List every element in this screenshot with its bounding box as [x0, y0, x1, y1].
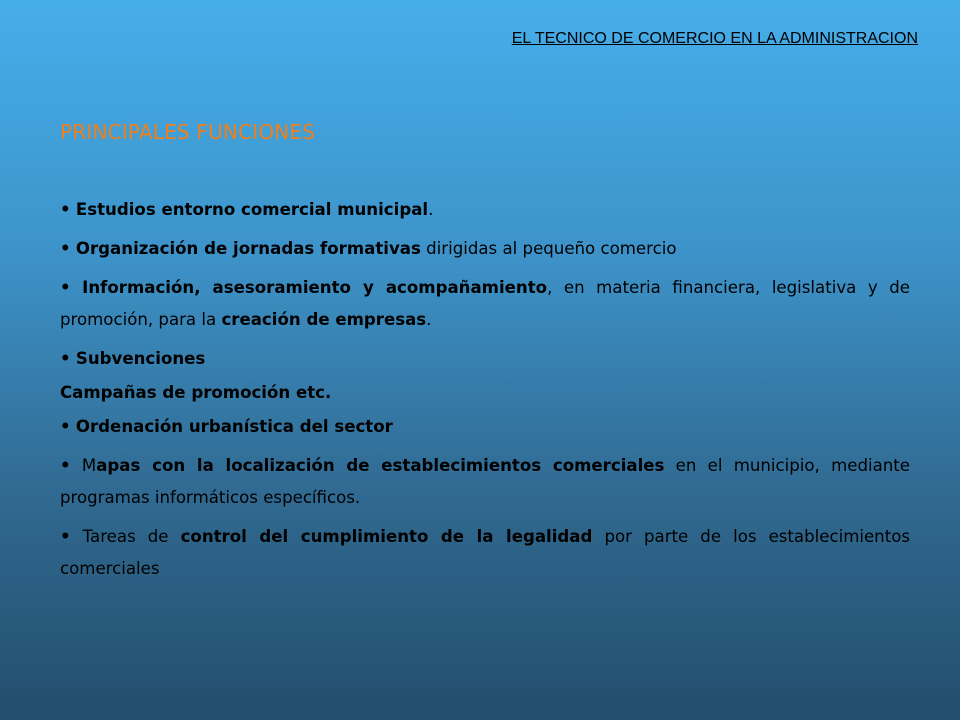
bullet: •: [60, 456, 71, 475]
item-bold-text: Información, asesoramiento y acompañamiento: [82, 278, 548, 297]
item-bold-text: Subvenciones: [75, 349, 206, 368]
item-bold-text: Organización de jornadas formativas: [75, 239, 421, 258]
bullet: •: [60, 200, 71, 219]
item-bold-text-2: creación de empresas: [221, 310, 427, 329]
item-bold-text: apas con la localización de establecimientos comerciales: [96, 456, 665, 475]
bullet: •: [60, 527, 71, 546]
list-item: [60, 521, 910, 585]
bullet: •: [60, 239, 71, 258]
item-bold-text: control del cumplimiento de la legalidad: [180, 527, 593, 546]
list-item: [60, 377, 910, 409]
list-item: [60, 450, 910, 514]
item-text-lead: Tareas de: [82, 527, 169, 546]
list-item: [60, 272, 910, 336]
item-text: .: [428, 200, 434, 219]
bullet: •: [60, 417, 71, 436]
bullet: •: [60, 349, 71, 368]
functions-list: [60, 194, 910, 592]
list-item: [60, 194, 910, 226]
item-text: , en materia financiera, legislativa y de promoción, para la: [60, 278, 910, 329]
item-bold-text: Estudios entorno comercial municipal: [75, 200, 429, 219]
item-text: dirigidas al pequeño comercio: [426, 239, 677, 258]
header-title: EL TECNICO DE COMERCIO EN LA ADMINISTRACION: [511, 30, 918, 47]
list-item: [60, 343, 910, 375]
section-title: PRINCIPALES FUNCIONES: [60, 120, 316, 144]
list-item: [60, 411, 910, 443]
item-initial: M: [81, 456, 97, 475]
bullet: •: [60, 278, 71, 297]
item-text-2: .: [426, 310, 432, 329]
list-item: [60, 233, 910, 265]
item-bold-text: Campañas de promoción etc.: [60, 383, 332, 402]
item-text: por parte de los establecimientos comerciales: [60, 527, 910, 578]
item-text: en el municipio, mediante programas informáticos específicos.: [60, 456, 911, 507]
item-bold-text: Ordenación urbanística del sector: [75, 417, 393, 436]
